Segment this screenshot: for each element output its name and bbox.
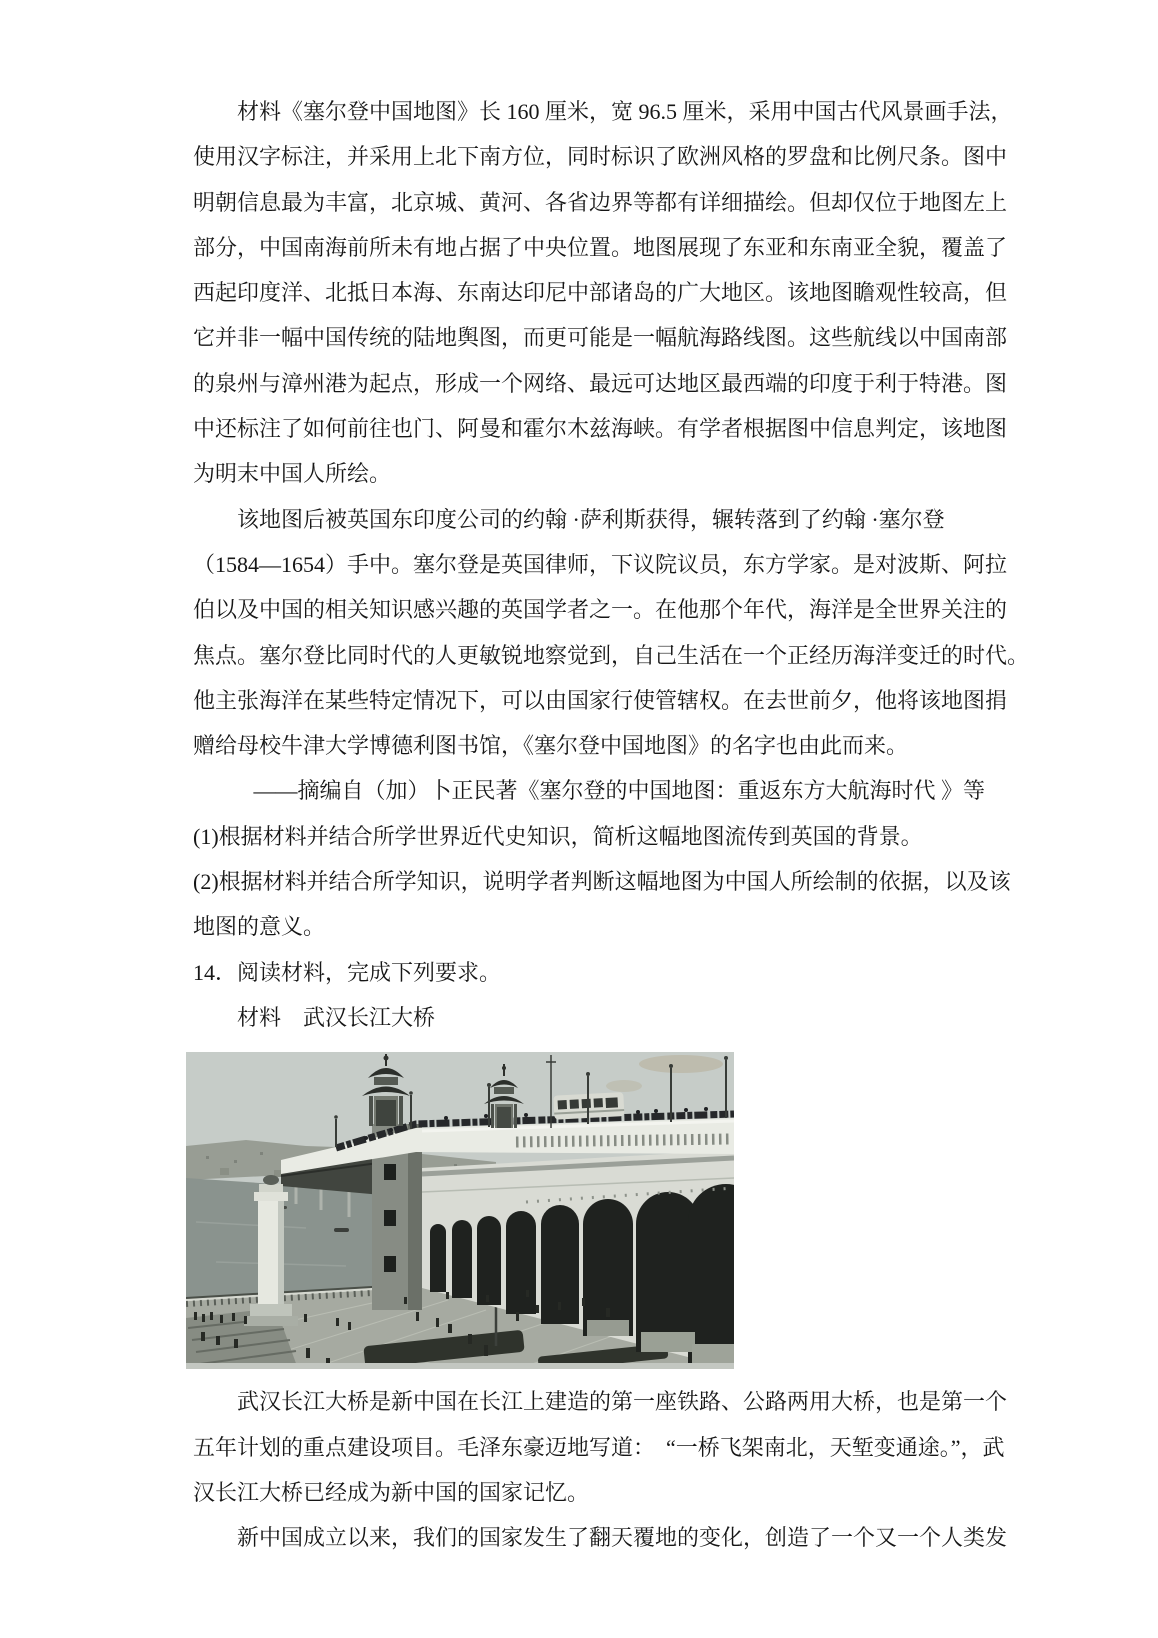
question-2-line: (2)根据材料并结合所学知识，说明学者判断这幅地图为中国人所绘制的依据，以及该 <box>193 869 1011 895</box>
material-paragraph-line: 赠给母校牛津大学博德利图书馆，《塞尔登中国地图》的名字也由此而来。 <box>193 733 909 759</box>
material-paragraph-line: 部分，中国南海前所未有地占据了中央位置。地图展现了东亚和东南亚全貌，覆盖了 <box>193 234 1008 260</box>
material-paragraph-line: 材料《塞尔登中国地图》长 160 厘米，宽 96.5 厘米，采用中国古代风景画手法， <box>237 99 1013 124</box>
bridge-photo <box>186 1052 734 1369</box>
material-paragraph-line: 新中国成立以来，我们的国家发生了翻天覆地的变化，创造了一个又一个人类发 <box>237 1525 1008 1551</box>
material-paragraph-line: 明朝信息最为丰富，北京城、黄河、各省边界等都有详细描绘。但却仅位于地图左上 <box>193 189 1008 215</box>
material-paragraph-line: 西起印度洋、北抵日本海、东南达印尼中部诸岛的广大地区。该地图瞻观性较高，但 <box>193 280 1008 306</box>
material-paragraph-line: 使用汉字标注，并采用上北下南方位，同时标识了欧洲风格的罗盘和比例尺条。图中 <box>193 144 1008 170</box>
material-paragraph-line: 中还标注了如何前往也门、阿曼和霍尔木兹海峡。有学者根据图中信息判定，该地图 <box>193 416 1008 442</box>
question-2-line: 地图的意义。 <box>193 914 326 940</box>
material-paragraph-line: 伯以及中国的相关知识感兴趣的英国学者之一。在他那个年代，海洋是全世界关注的 <box>193 597 1008 623</box>
material-paragraph-line: 焦点。塞尔登比同时代的人更敏锐地察觉到，自己生活在一个正经历海洋变迁的时代。 <box>193 642 1030 668</box>
boat <box>334 1228 349 1232</box>
question-1: (1)根据材料并结合所学世界近代史知识，简析这幅地图流传到英国的背景。 <box>193 823 923 849</box>
material-paragraph-line: 他主张海洋在某些特定情况下，可以由国家行使管辖权。在去世前夕，他将该地图捐 <box>193 687 1008 713</box>
material-label: 材料 武汉长江大桥 <box>237 1004 436 1030</box>
material-paragraph-line: 它并非一幅中国传统的陆地舆图，而更可能是一幅航海路线图。这些航线以中国南部 <box>193 325 1008 351</box>
material-paragraph-line: 汉长江大桥已经成为新中国的国家记忆。 <box>193 1479 590 1505</box>
material-paragraph-line: （1584—1654）手中。塞尔登是英国律师，下议院议员，东方学家。是对波斯、阿拉 <box>193 551 1008 577</box>
material-paragraph-line: 的泉州与漳州港为起点，形成一个网络、最远可达地区最西端的印度于利于特港。图 <box>193 370 1008 396</box>
source-attribution: ——摘编自（加）卜正民著《塞尔登的中国地图：重返东方大航海时代 》等 <box>253 778 985 804</box>
material-paragraph-line: 武汉长江大桥是新中国在长江上建造的第一座铁路、公路两用大桥，也是第一个 <box>237 1389 1008 1415</box>
material-paragraph-line: 为明末中国人所绘。 <box>193 461 392 487</box>
question-14-heading: 14．阅读材料，完成下列要求。 <box>193 959 502 985</box>
material-paragraph-line: 该地图后被英国东印度公司的约翰 ·萨利斯获得，辗转落到了约翰 ·塞尔登 <box>237 506 945 532</box>
material-paragraph-line: 五年计划的重点建设项目。毛泽东豪迈地写道： “一桥飞架南北，天堑变通途。”，武 <box>193 1434 1005 1460</box>
document-body <box>193 89 1030 1560</box>
